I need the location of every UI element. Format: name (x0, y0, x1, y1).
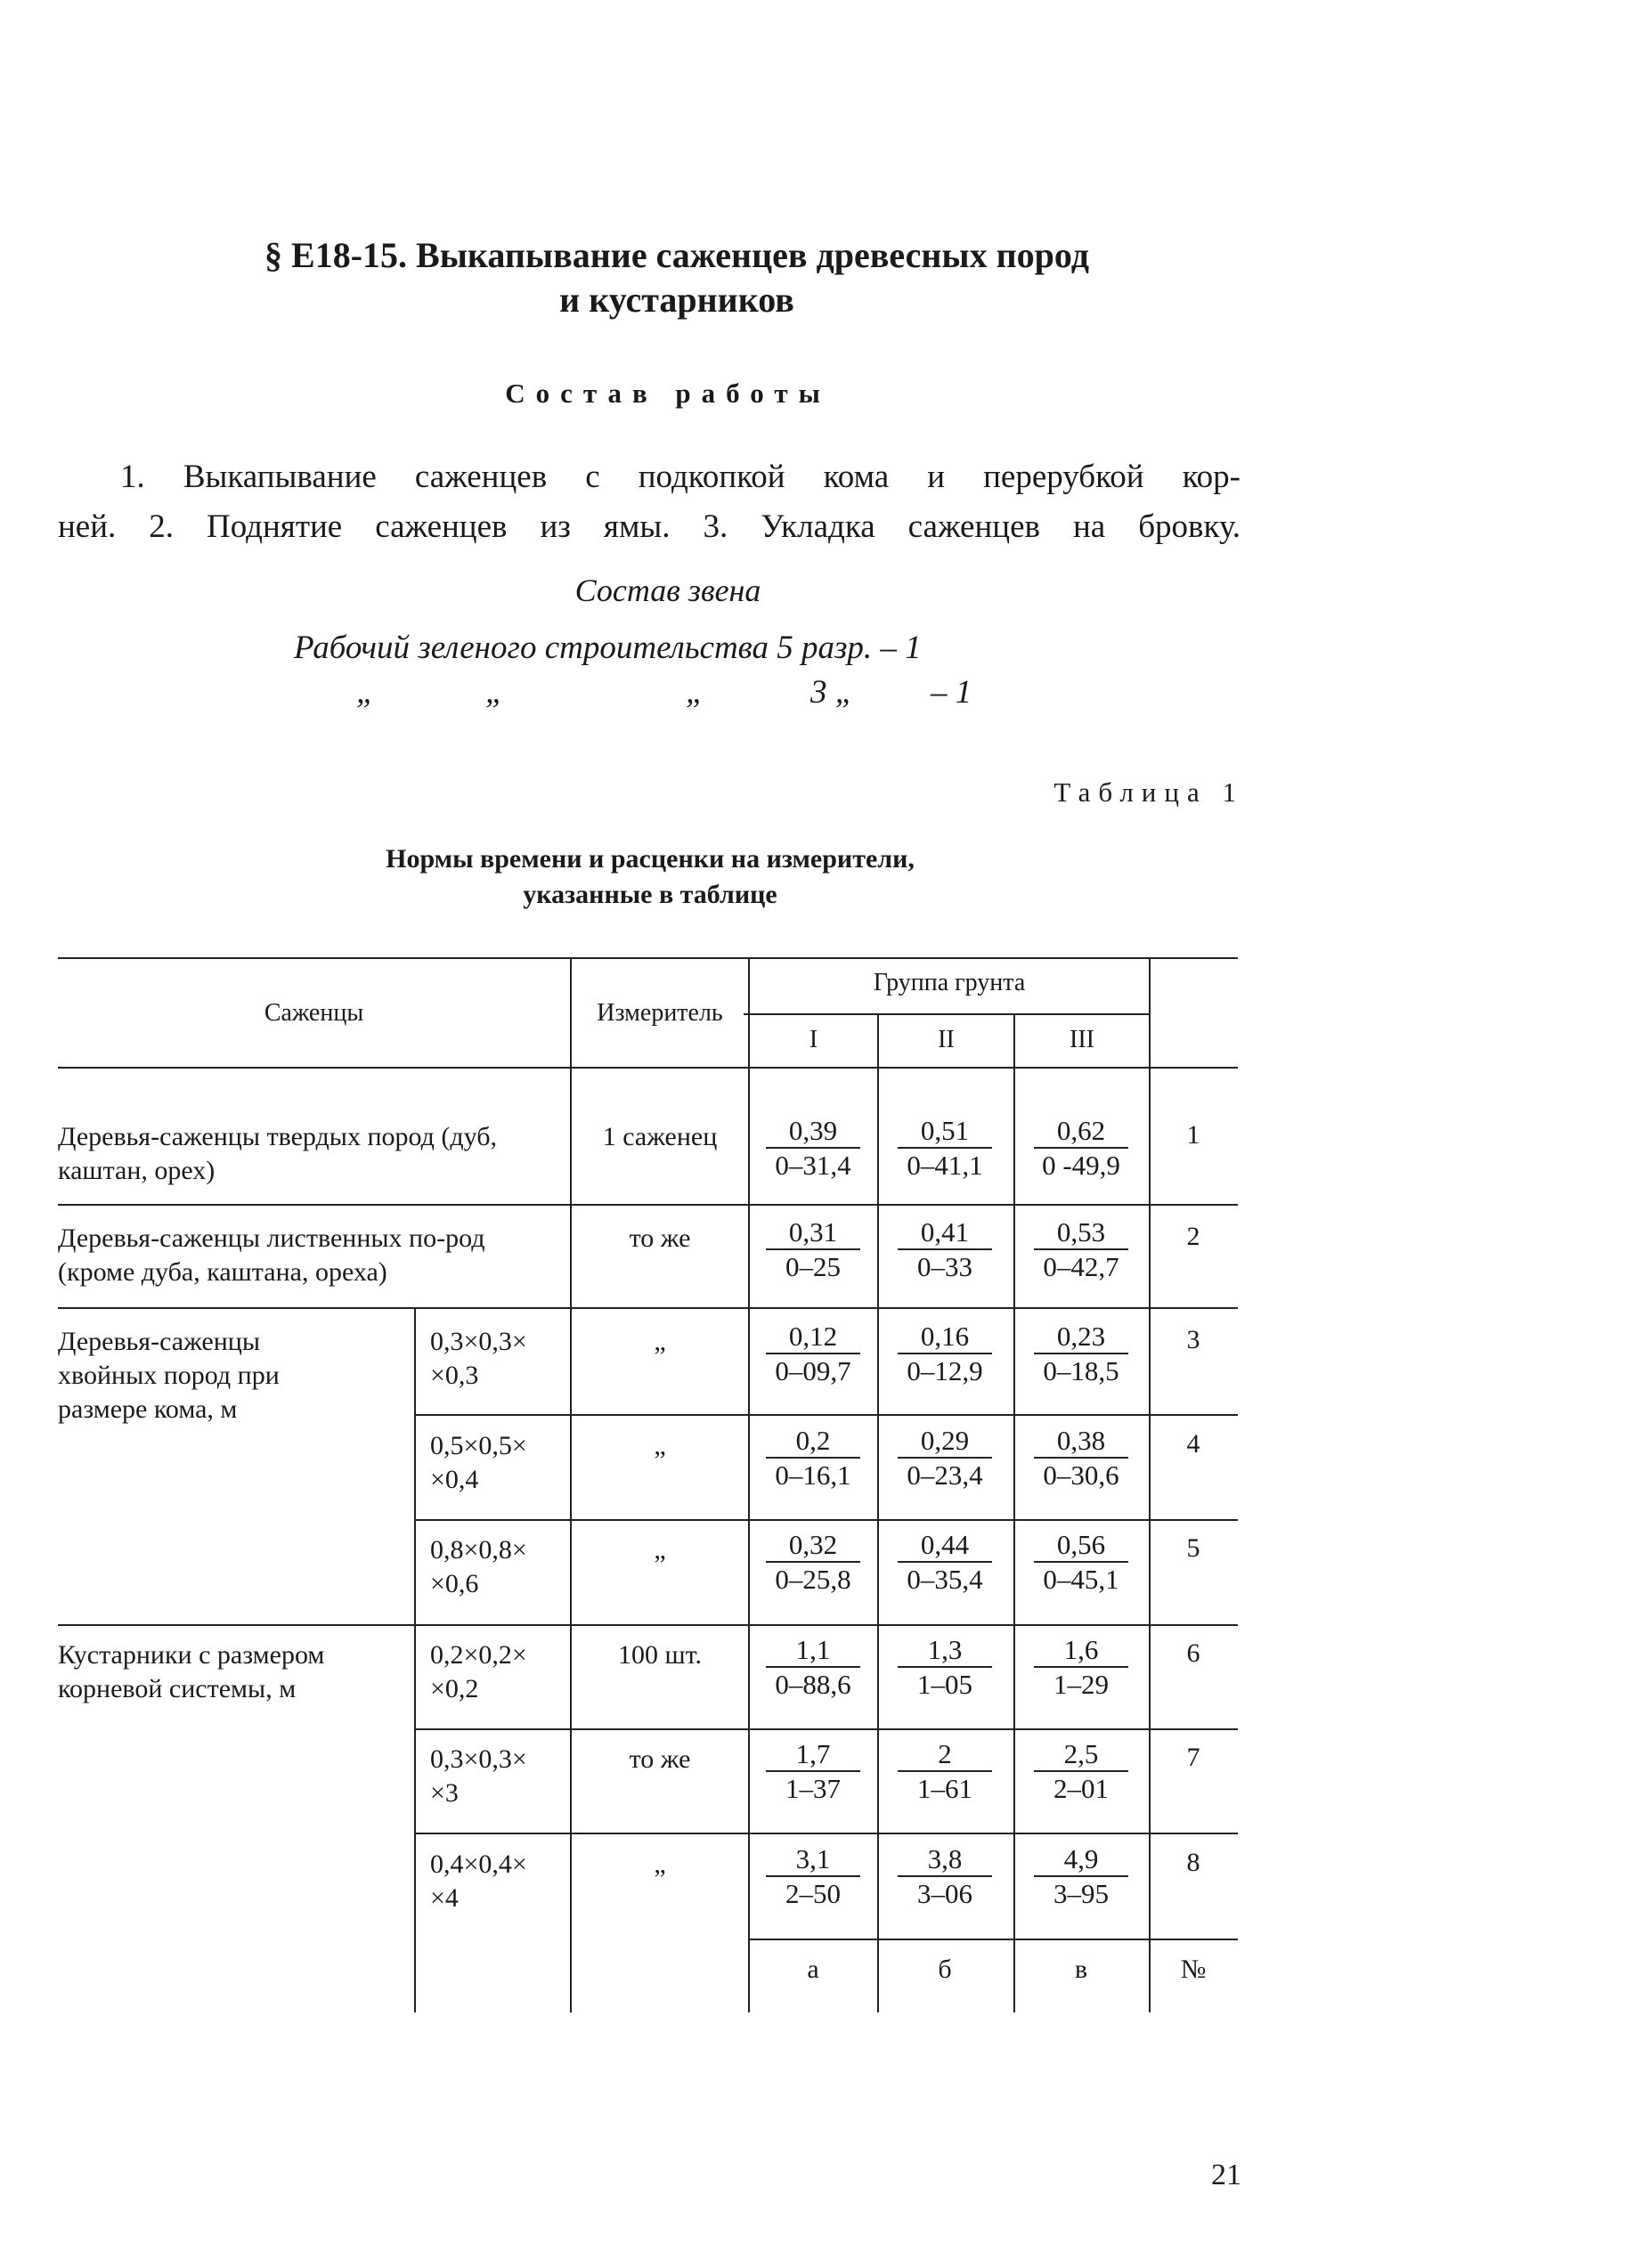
rate-price: 3–95 (1053, 1878, 1109, 1909)
row-3-size: 0,3×0,3× ×0,3 (430, 1327, 527, 1390)
section-title-line-1: § Е18-15. Выкапывание саженцев древесных пород (264, 235, 1089, 275)
rate-price: 0–88,6 (775, 1669, 851, 1700)
row-rule-1 (58, 1204, 1238, 1206)
row-number-4: 4 (1186, 1429, 1200, 1459)
row-rule-3 (414, 1414, 1238, 1416)
rate-time: 2,5 (1063, 1738, 1099, 1769)
work-description-line-2: ней. 2. Поднятие саженцев из ямы. 3. Укладка саженцев на бровку. (58, 508, 1241, 545)
row-rule-2 (58, 1307, 1238, 1309)
rate-time: 0,56 (1056, 1529, 1106, 1560)
row-4-size: 0,5×0,5× ×0,4 (430, 1431, 527, 1494)
value-cell (887, 1843, 1003, 1911)
value-cell (755, 1425, 871, 1492)
value-cell (755, 1115, 871, 1183)
crew-heading: Состав звена (574, 573, 761, 608)
value-cell (755, 1843, 871, 1911)
rate-price: 0–31,4 (775, 1150, 851, 1181)
value-cell (755, 1321, 871, 1388)
ditto-1: „ (356, 674, 375, 711)
rate-price: 0–42,7 (1043, 1251, 1119, 1282)
rate-price: 0–25 (785, 1251, 841, 1282)
rate-time: 0,44 (920, 1529, 970, 1560)
value-cell (1023, 1115, 1139, 1183)
value-cell (1023, 1738, 1139, 1806)
rate-price: 0–23,4 (907, 1459, 983, 1491)
rate-time: 0,62 (1056, 1115, 1106, 1146)
row-rule-7 (414, 1833, 1238, 1834)
col-rule-size (414, 1307, 416, 2012)
row-1-name: Деревья-саженцы твердых пород (дуб, каштан, орех) (58, 1122, 498, 1185)
rate-price: 0–09,7 (775, 1355, 851, 1386)
header-soil-group: Группа грунта (873, 969, 1026, 996)
row-number-3: 3 (1186, 1325, 1200, 1354)
row-6-size: 0,2×0,2× ×0,2 (430, 1640, 527, 1703)
rate-time: 1,1 (795, 1634, 831, 1665)
rate-time: 1,6 (1063, 1634, 1099, 1665)
rate-time: 0,31 (788, 1216, 838, 1248)
rate-time: 0,12 (788, 1321, 838, 1352)
norms-heading-line-2: указанные в таблице (523, 880, 777, 909)
rate-price: 0–12,9 (907, 1355, 983, 1386)
col-rule-no (1149, 957, 1151, 2012)
row-8-unit: „ (654, 1849, 666, 1879)
row-2-unit: то же (629, 1223, 691, 1253)
rate-price: 0–25,8 (775, 1564, 851, 1595)
page-number: 21 (1211, 2158, 1241, 2191)
norms-heading-line-1: Нормы времени и расценки на измерители, (386, 844, 915, 874)
rate-time: 1,7 (795, 1738, 831, 1769)
row-7-size: 0,3×0,3× ×3 (430, 1744, 527, 1808)
value-cell (887, 1216, 1003, 1284)
rate-time: 0,41 (920, 1216, 970, 1248)
rate-price: 1–61 (917, 1773, 972, 1804)
footer-no: № (1180, 1955, 1207, 1984)
row-rule-6 (414, 1728, 1238, 1730)
value-cell (887, 1321, 1003, 1388)
ditto-2: „ (485, 674, 504, 711)
footer-a: а (807, 1955, 819, 1984)
header-unit: Измеритель (597, 999, 723, 1027)
rate-time: 2 (938, 1738, 952, 1769)
rate-time: 0,29 (920, 1425, 970, 1456)
rate-time: 0,16 (920, 1321, 970, 1352)
work-text-1: 1. Выкапывание саженцев с подкопкой кома и перерубкой кор- (120, 459, 1241, 495)
row-number-6: 6 (1186, 1638, 1200, 1668)
row-rule-5 (58, 1624, 1238, 1626)
value-cell (887, 1115, 1003, 1183)
composition-heading: Состав работы (505, 378, 831, 409)
section-title-line-2: и кустарников (559, 280, 794, 320)
rate-price: 0–35,4 (907, 1564, 983, 1595)
value-cell (1023, 1843, 1139, 1911)
value-cell (887, 1738, 1003, 1806)
footer-b: б (938, 1955, 952, 1984)
value-cell (1023, 1425, 1139, 1492)
row-number-7: 7 (1186, 1743, 1200, 1772)
rate-time: 3,1 (795, 1843, 831, 1874)
rate-price: 2–01 (1053, 1773, 1109, 1804)
row-number-8: 8 (1186, 1848, 1200, 1877)
rate-time: 1,3 (927, 1634, 963, 1665)
rate-time: 0,53 (1056, 1216, 1106, 1248)
row-number-5: 5 (1186, 1533, 1200, 1563)
value-cell (755, 1216, 871, 1284)
conifers-group-label: Деревья-саженцы хвойных пород при размере кома, м (58, 1327, 280, 1424)
crew-grade: 3 „ (810, 674, 854, 711)
rate-time: 0,23 (1056, 1321, 1106, 1352)
header-bottom-rule (58, 1067, 1238, 1069)
row-rule-8 (748, 1939, 1238, 1940)
rate-price: 0–45,1 (1043, 1564, 1119, 1595)
row-rule-4 (414, 1519, 1238, 1521)
row-3-unit: „ (654, 1327, 666, 1356)
header-seedlings: Саженцы (264, 999, 364, 1027)
value-cell (755, 1529, 871, 1597)
rate-price: 0 -49,9 (1042, 1150, 1120, 1181)
row-2-name: Деревья-саженцы лиственных по-род (кроме дуба, каштана, ореха) (58, 1223, 485, 1287)
value-cell (887, 1425, 1003, 1492)
value-cell (887, 1529, 1003, 1597)
col-rule-g2 (877, 1013, 879, 2012)
row-5-size: 0,8×0,8× ×0,6 (430, 1535, 527, 1598)
table-top-rule (58, 957, 1238, 959)
row-6-unit: 100 шт. (618, 1640, 702, 1670)
value-cell (1023, 1634, 1139, 1702)
rate-time: 3,8 (927, 1843, 963, 1874)
rate-price: 3–06 (917, 1878, 972, 1909)
rate-price: 1–37 (785, 1773, 841, 1804)
table-label: Таблица 1 (1053, 776, 1244, 808)
ditto-3: „ (686, 674, 704, 711)
row-5-unit: „ (654, 1535, 666, 1565)
header-group-1: I (809, 1026, 818, 1053)
value-cell (1023, 1321, 1139, 1388)
rate-time: 0,39 (788, 1115, 838, 1146)
rate-time: 0,38 (1056, 1425, 1106, 1456)
rate-price: 0–30,6 (1043, 1459, 1119, 1491)
row-1-unit: 1 саженец (602, 1122, 718, 1151)
rate-price: 0–33 (917, 1251, 972, 1282)
rate-time: 4,9 (1063, 1843, 1099, 1874)
row-8-size: 0,4×0,4× ×4 (430, 1849, 527, 1913)
rate-price: 0–18,5 (1043, 1355, 1119, 1386)
value-cell (1023, 1529, 1139, 1597)
col-rule-g3 (1013, 1013, 1015, 2012)
rate-price: 0–16,1 (775, 1459, 851, 1491)
header-group-2: II (938, 1026, 955, 1053)
value-cell (1023, 1216, 1139, 1284)
header-group-3: III (1070, 1026, 1094, 1053)
rate-time: 0,2 (795, 1425, 831, 1456)
rate-price: 1–05 (917, 1669, 972, 1700)
rate-price: 0–41,1 (907, 1150, 983, 1181)
crew-count: – 1 (931, 674, 972, 711)
soil-group-rule (744, 1013, 1149, 1015)
col-rule-g1 (748, 957, 750, 2012)
row-4-unit: „ (654, 1431, 666, 1460)
footer-v: в (1074, 1955, 1088, 1984)
crew-line-1: Рабочий зеленого строительства 5 разр. – 1 (294, 630, 922, 666)
value-cell (755, 1738, 871, 1806)
rate-price: 1–29 (1053, 1669, 1109, 1700)
rate-time: 0,51 (920, 1115, 970, 1146)
value-cell (887, 1634, 1003, 1702)
rate-price: 2–50 (785, 1878, 841, 1909)
value-cell (755, 1634, 871, 1702)
shrubs-group-label: Кустарники с размером корневой системы, м (58, 1640, 325, 1703)
row-7-unit: то же (629, 1744, 691, 1774)
row-number-2: 2 (1186, 1222, 1200, 1251)
rate-time: 0,32 (788, 1529, 838, 1560)
row-number-1: 1 (1186, 1120, 1200, 1150)
